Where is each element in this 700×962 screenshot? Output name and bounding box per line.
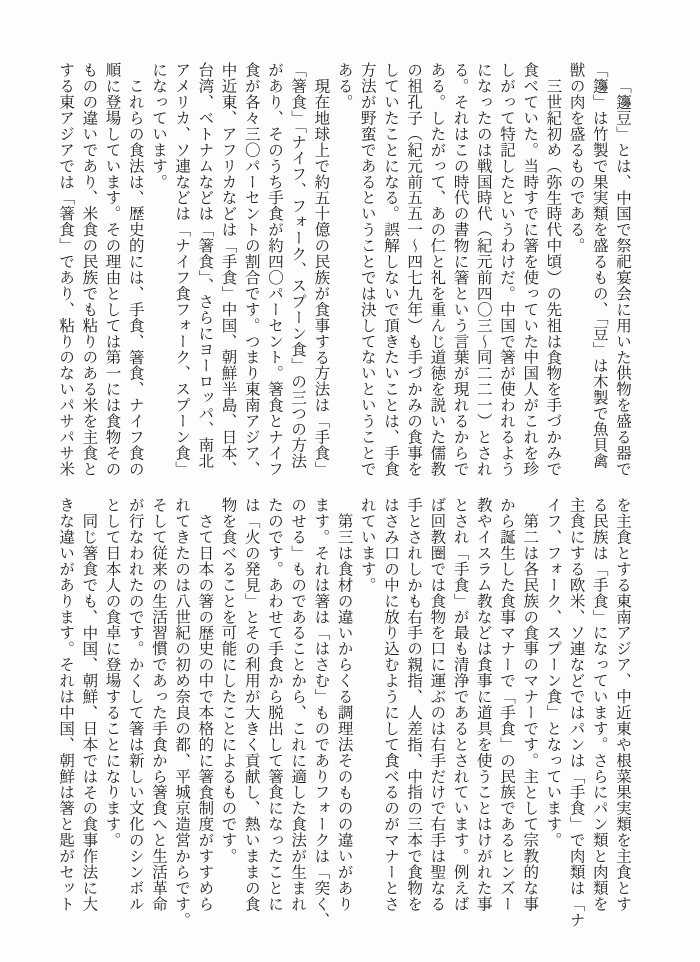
text-line: 獣の肉を盛るものである。 [567, 62, 585, 254]
text-line: これらの食法は、歴史的には、手食、箸食、ナイフ食の [126, 78, 144, 477]
text-line: 「箸食」「ナイフ、フォーク、スプーン食」の三つの方法 [289, 62, 307, 469]
text-line: 「籩豆」とは、中国で祭祀宴会に用いた供物を盛る器で [614, 78, 631, 477]
text-line: る。それはこの時代の書物に箸という言葉が現れるからで [451, 62, 469, 477]
text-line: れています。 [358, 497, 376, 593]
vertical-text-block-upper [54, 62, 634, 478]
text-line: る民族は「手食」になっています。さらにパン類と肉類を [590, 497, 608, 912]
text-line: が行なわれたのです。かくして箸は新しい文化のシンボル [126, 497, 144, 912]
vertical-text-block-lower [54, 497, 634, 928]
text-line: 第二は各民族の食事のマナーです。主として宗教的な事 [521, 513, 539, 912]
text-line: になったのは戦国時代（紀元前四〇三～同二二一）とされ [474, 62, 492, 477]
text-line: アメリカ、ソ連などは「ナイフ食フォーク、スプーン食」 [173, 62, 191, 477]
text-line: 同じ箸食でも、中国、朝鮮、日本ではその食事作法に大 [80, 513, 98, 912]
text-line: 物を食べることを可能にしたことによるものです。 [219, 497, 237, 864]
text-line: する東アジアでは「箸食」であり、粘りのないパサパサ米 [57, 62, 75, 477]
text-line: はさみ口の中に放り込むようにして食べるのがマナーとさ [381, 497, 399, 912]
text-line: さて日本の箸の歴史の中で本格的に箸食制度がすすめら [196, 513, 214, 912]
text-line: 食が各々三〇パーセントの割合です。つまり東南アジア、 [242, 62, 260, 477]
text-line: ものの違いであり、米食の民族でも粘りのある米を主食と [80, 62, 98, 477]
text-line: 食べていた。当時すでに箸を使っていた中国人がこれを珍 [521, 62, 539, 477]
text-line: ば回教圏では食物を口に運ぶのは右手だけで右手は聖なる [428, 497, 446, 912]
text-line: ある。 [335, 62, 353, 110]
text-line: イフ、フォーク、スプーン食」となっています。 [544, 497, 562, 848]
text-line: 手とされしかも右手の親指、人差指、中指の三本で食物を [405, 497, 423, 912]
text-line: 現在地球上で約五十億の民族が食事する方法は「手食」 [312, 78, 330, 477]
text-line: 主食にする欧米、ソ連などではパンは「手食」で肉類は「ナ [567, 497, 585, 928]
text-line: になっています。 [149, 62, 167, 190]
text-line: ある。したがって、あの仁と礼を重んじ道徳を説いた儒教 [428, 62, 446, 477]
text-line: から誕生した食事マナーで「手食」の民族であるヒンズー [497, 497, 515, 912]
text-line: しがって特記したというわけだ。中国で箸が使われるよう [497, 62, 515, 477]
text-line: とされ「手食」が最も清浄であるとされています。例えば [451, 497, 469, 912]
text-line: ます。それは箸は「はさむ」ものでありフォークは「突く、 [312, 497, 330, 928]
text-line: は「火の発見」とその利用が大きく貢献し、熱いままの食 [242, 497, 260, 912]
text-line: があり、そのうち手食が約四〇パーセント。箸食とナイフ [265, 62, 283, 477]
text-line: そして従来の生活習慣であった手食から箸食へと生活革命 [149, 497, 167, 912]
text-line: きな違いがあります。それは中国、朝鮮は箸と匙がセット [57, 497, 75, 912]
text-line: 第三は食材の違いからくる調理法そのものの違いがあり [335, 513, 353, 912]
text-line: 教やイスラム教などは食事に道具を使うことはけがれた事 [474, 497, 492, 912]
text-line: 中近東、アフリカなどは「手食」中国、朝鮮半島、日本、 [219, 62, 237, 477]
text-line: 台湾、ベトナムなどは「箸食」、さらにヨーロッパ、南北 [196, 62, 214, 469]
text-line: 三世紀初め（弥生時代中頃）の先祖は食物を手づかみで [544, 78, 562, 477]
text-line: のせる」ものであることから、これに適した食法が生まれ [289, 497, 307, 912]
text-line: として日本人の食卓に登場することになります。 [103, 497, 121, 848]
text-line: を主食とする東南アジア、中近東や根菜果実類を主食とす [614, 497, 631, 912]
text-line: たのです。あわせて手食から脱出して箸食になったことに [265, 497, 283, 912]
text-line: していたことになる。誤解しないで頂きたいことは、手食 [381, 62, 399, 477]
text-line: 方法が野蛮であるということでは決してないということで [358, 62, 376, 477]
text-line: の祖孔子（紀元前五五一～四七九年）も手づかみの食事を [405, 62, 423, 477]
text-line: れてきたのは八世紀の初め奈良の都、平城京造営からです。 [173, 497, 191, 928]
text-line: 「籩」は竹製で果実類を盛るもの、「豆」は木製で魚貝禽 [590, 62, 608, 469]
text-line: 順に登場しています。その理由としては第一には食物その [103, 62, 121, 477]
